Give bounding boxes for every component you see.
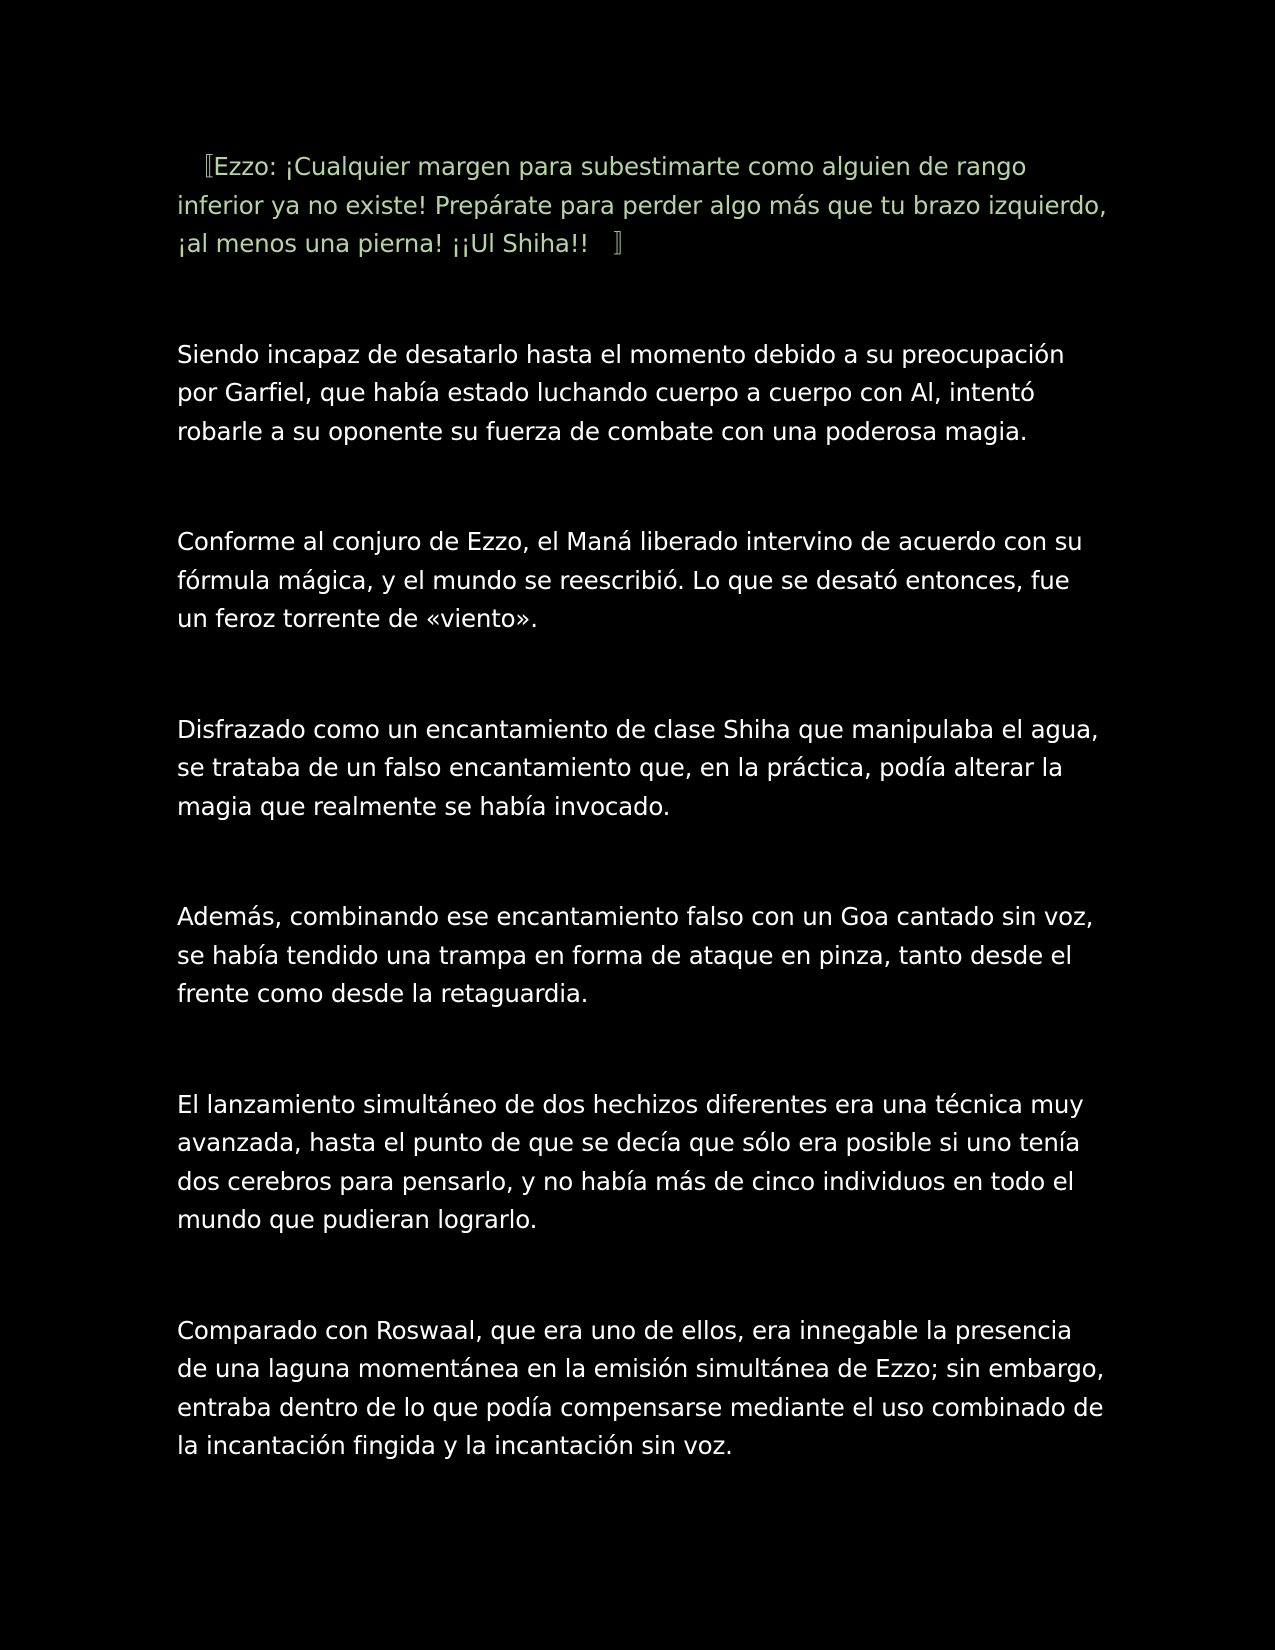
narration-paragraph: Además, combinando ese encantamiento falso con un Goa cantado sin voz, se había tendido una trampa en forma de ataque en pinza, tanto desde el frente como desde la retaguardia. [177, 902, 1094, 1008]
narration-paragraph: Comparado con Roswaal, que era uno de ellos, era innegable la presencia de una laguna momentánea en la emisión simultánea de Ezzo; sin embargo, entraba dentro de lo que podía compensarse mediante el uso combinado de la incantación fingida y la incantación sin voz. [177, 1315, 1105, 1460]
narration-paragraph: El lanzamiento simultáneo de dos hechizos diferentes era una técnica muy avanzada, hasta el punto de que se decía que sólo era posible si uno tenía dos cerebros para pensarlo, y no había más de cinco individuos en todo el mundo que pudieran lograrlo. [177, 1089, 1084, 1234]
narration-paragraph: Disfrazado como un encantamiento de clase Shiha que manipulaba el agua, se trataba de un falso encantamiento que, en la práctica, podía alterar la magia que realmente se había invocado. [177, 714, 1099, 821]
narration-paragraph: Conforme al conjuro de Ezzo, el Maná liberado intervino de acuerdo con su fórmula mágica, y el mundo se reescribió. Lo que se desató entonces, fue un feroz torrente de «viento». [177, 527, 1083, 633]
narration-paragraph: Siendo incapaz de desatarlo hasta el momento debido a su preocupación por Garfiel, que había estado luchando cuerpo a cuerpo con Al, intentó robarle a su oponente su fuerza de combate con una poderosa magia. [177, 339, 1065, 446]
document-page [177, 148, 1107, 1466]
dialogue-paragraph: 〚Ezzo: ¡Cualquier margen para subestimarte como alguien de rango inferior ya no existe! Prepárate para perder algo más que tu brazo izquierdo, ¡al menos una pierna! ¡¡Ul Shiha!! 〛 [177, 152, 1107, 258]
